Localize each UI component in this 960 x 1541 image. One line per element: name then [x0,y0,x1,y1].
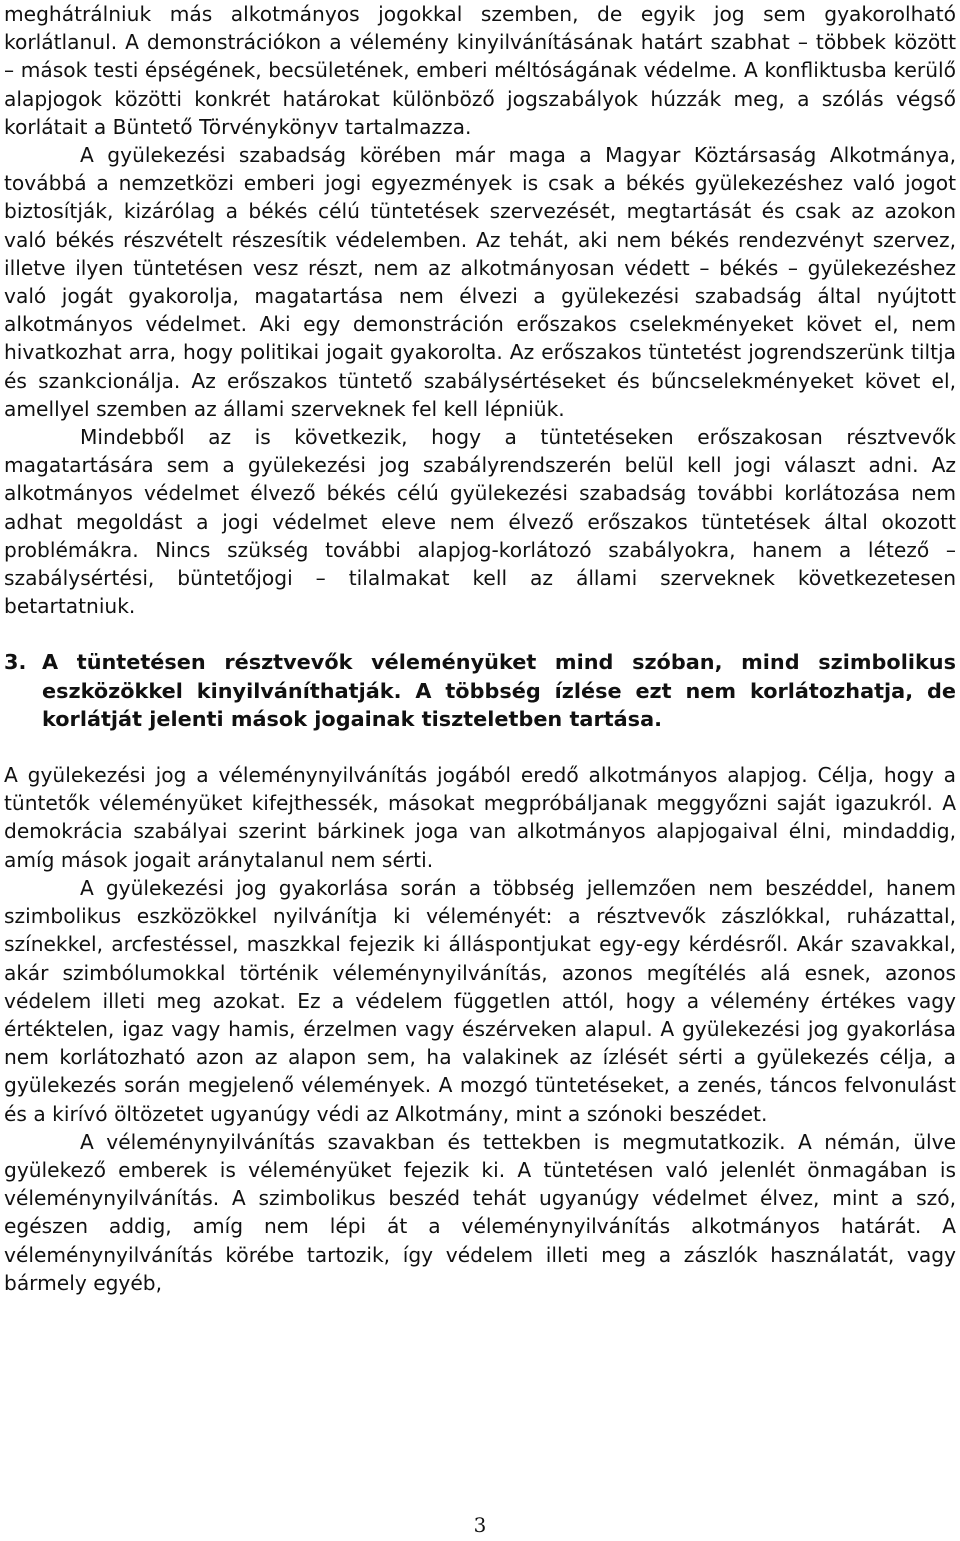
section-heading [4,648,956,733]
section-title: A tüntetésen résztvevők véleményüket mind szóban, mind szimbolikus eszközökkel kinyilváníthatják. A többség ízlése ezt nem korlátozhatja, de korlátját jelenti mások jogainak tiszteletben tartása. [42,650,956,731]
paragraph-expression: A véleménynyilvánítás szavakban és tettekben is megmutatkozik. A némán, ülve gyülekező emberek is véleményüket fejezik ki. A tüntetésen való jelenlét önmagában is véleménynyilvánítás. A szimbolikus beszéd tehát ugyanúgy védelmet élvez, mint a szó, egészen addig, amíg nem lépi át a véleménynyilvánítás alkotmányos határát. A véleménynyilvánítás körébe tartozik, így védelem illeti meg a zászlók használatát, vagy bármely egyéb, [4,1129,956,1295]
page-number: 3 [473,1513,487,1537]
paragraph-symbolic-means: A gyülekezési jog gyakorlása során a többség jellemzően nem beszéddel, hanem szimbolikus eszközökkel nyilvánítja ki véleményét: a résztvevők zászlókkal, ruházattal, színekkel, arcfestéssel, maszkkal fejezik ki álláspontjukat egy-egy kérdésről. Akár szavakkal, akár szimbólumokkal történik véleménynyilvánítás, azonos megítélés alá esnek, azonos védelem illeti meg azokat. Ez a védelem független attól, hogy a vélemény értékes vagy értéktelen, igaz vagy hamis, érzelmen vagy észérveken alapul. A gyülekezési jog gyakorlása nem korlátozható azon az alapon sem, ha valakinek az ízlését sérti a gyülekezés célja, a gyülekezés során megjelenő vélemények. A mozgó tüntetéseket, a zenés, táncos felvonulást és a kirívó öltözetet ugyanúgy védi az Alkotmány, mint a szónoki beszédet. [4,875,956,1126]
paragraph-continuation: meghátrálniuk más alkotmányos jogokkal szemben, de egyik jog sem gyakorolható korlátlanul. A demonstrációkon a vélemény kinyilvánításának határt szabhat – többek között – mások testi épségének, becsületének, emberi méltóságának védelme. A konfliktusba kerülő alapjogok közötti konkrét határokat különböző jogszabályok húzzák meg, a szólás végső korlátait a Büntető Törvénykönyv tartalmazza. [4,2,956,139]
document-page [4,0,956,1297]
section-number: 3. [4,650,27,675]
paragraph-assembly-right: A gyülekezési jog a véleménynyilvánítás jogából eredő alkotmányos alapjog. Célja, hogy a tüntetők véleményüket kifejthessék, másokat megpróbáljanak meggyőzni saját igazukról. A demokrácia szabályai szerint bárkinek joga van alkotmányos alapjogaival élni, mindaddig, amíg mások jogait aránytalanul nem sérti. [4,763,956,872]
paragraph-peaceful-assembly: A gyülekezési szabadság körében már maga a Magyar Köztársaság Alkotmánya, továbbá a nemzetközi emberi jogi egyezmények is csak a békés gyülekezéshez való jogot biztosítják, kizárólag a békés célú tüntetések szervezését, megtartását és csak az azokon való békés részvételt részesítik védelemben. Az tehát, aki nem békés rendezvényt szervez, illetve ilyen tüntetésen vesz részt, nem az alkotmányosan védett – békés – gyülekezéshez való jogát gyakorolja, magatartása nem élvezi a gyülekezési szabadság által nyújtott alkotmányos védelmet. Aki egy demonstráción erőszakos cselekményeket követ el, nem hivatkozhat arra, hogy politikai jogait gyakorolta. Az erőszakos tüntetést jogrendszerünk tiltja és szankcionálja. Az erőszakos tüntető szabálysértéseket és bűncselekményeket követ el, amellyel szemben az állami szerveknek fel kell lépniük. [4,143,956,421]
paragraph-consequences: Mindebből az is következik, hogy a tüntetéseken erőszakosan résztvevők magatartására sem a gyülekezési jog szabályrendszerén belül kell jogi választ adni. Az alkotmányos védelmet élvező békés célú gyülekezési szabadság további korlátozása nem adhat megoldást a jogi védelmet eleve nem élvező erőszakos tüntetések által okozott problémákra. Nincs szükség további alapjog-korlátozó szabályokra, hanem a létező – szabálysértési, büntetőjogi – tilalmakat kell az állami szerveknek következetesen betartatniuk. [4,425,956,619]
